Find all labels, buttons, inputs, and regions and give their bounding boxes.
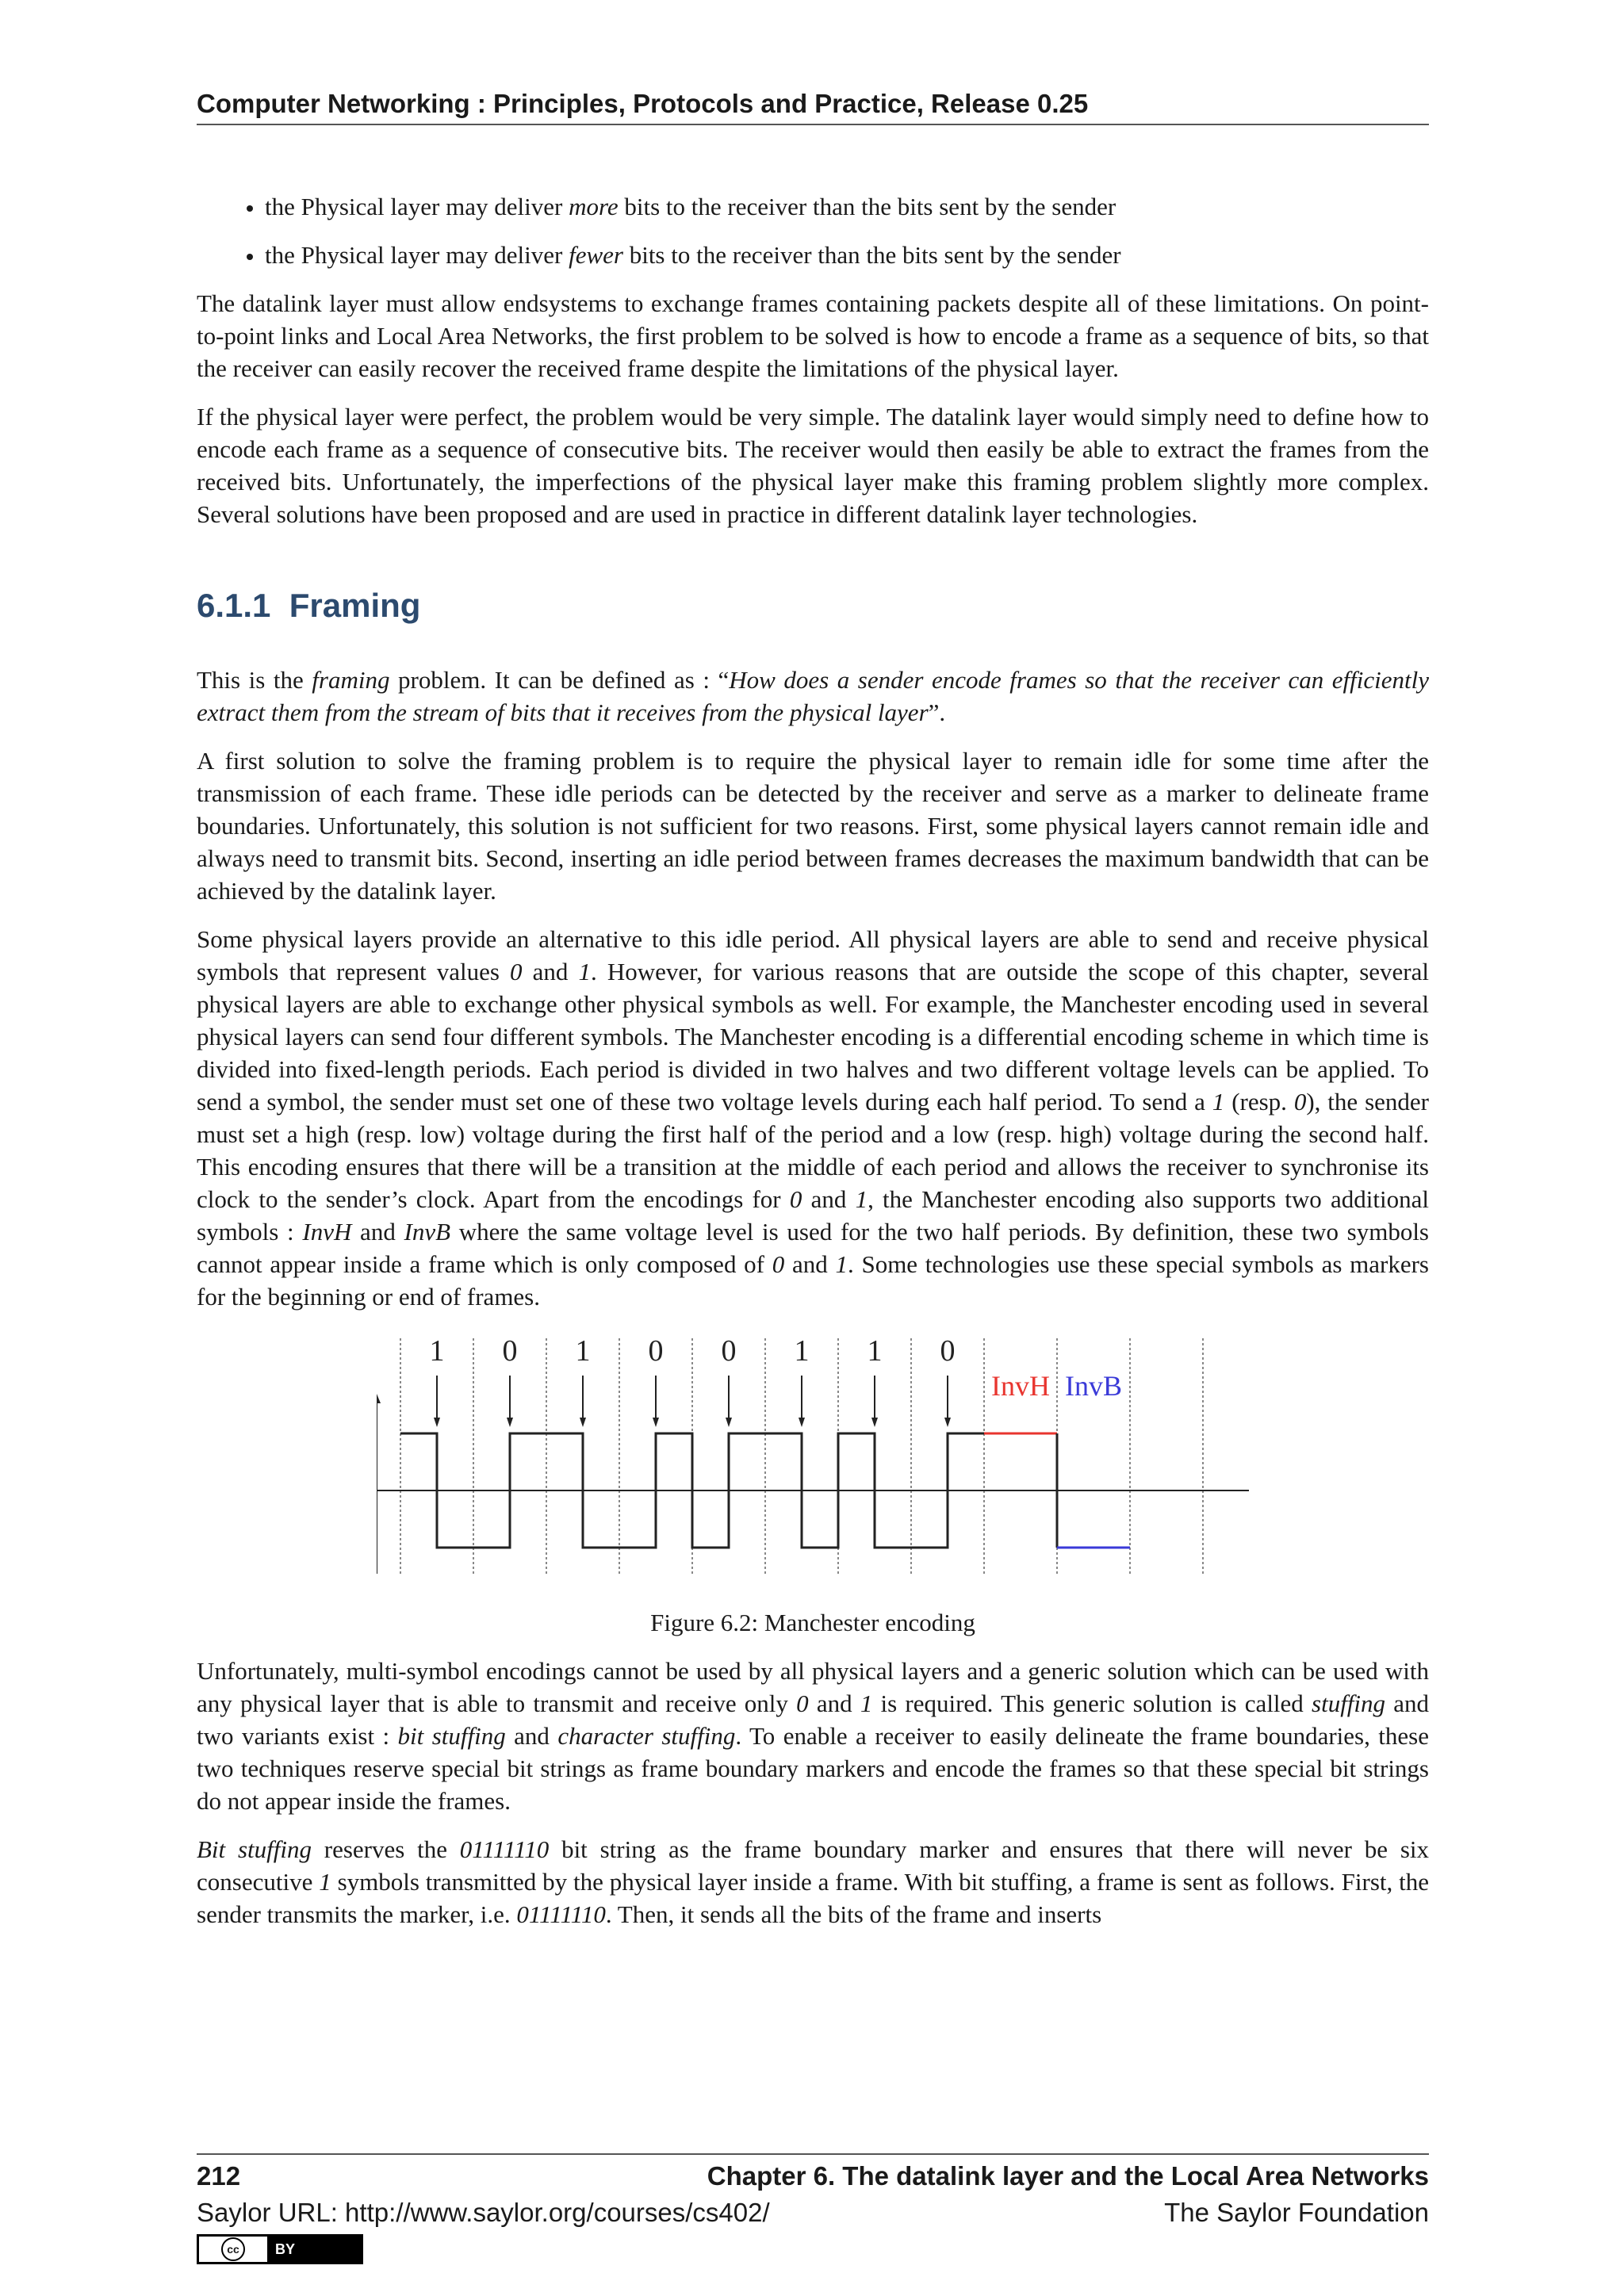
axis-arrowhead — [377, 1394, 381, 1403]
bit-label: 1 — [867, 1334, 883, 1368]
arrowhead — [944, 1418, 951, 1427]
saylor-foundation: The Saylor Foundation — [1164, 2198, 1429, 2227]
bit-label: 1 — [794, 1334, 810, 1368]
running-header — [197, 89, 1429, 125]
bit-label: 0 — [721, 1334, 737, 1368]
section-number: 6.1.1 — [197, 587, 271, 624]
bullet-list — [197, 190, 1429, 271]
chapter-title: Chapter 6. The datalink layer and the Local Area Networks — [707, 2161, 1429, 2191]
arrowhead — [507, 1418, 513, 1427]
paragraph-stuffing: Unfortunately, multi-symbol encodings cannot be used by all physical layers and a generic solution which can be used with any physical layer that is able to transmit and receive only 0 and 1 is required. This generic solution is called stuffing and two variants exist : bit stuffing and character stuffing. To enable a receiver to easily delineate the frame boundaries, these two techniques reserve special bit strings as frame boundary markers and encode the frames so that these special bit strings do not appear inside the frames. — [197, 1657, 1429, 1815]
section-heading — [197, 586, 1429, 626]
arrowhead — [799, 1418, 805, 1427]
arrowhead — [653, 1418, 659, 1427]
arrowhead — [871, 1418, 878, 1427]
invh-label: InvH — [991, 1370, 1050, 1402]
list-item: • the Physical layer may deliver fewer bits to the receiver than the bits sent by the sender — [265, 239, 1429, 271]
list-item: • the Physical layer may deliver more bits to the receiver than the bits sent by the sender — [265, 190, 1429, 223]
cc-icon: cc — [199, 2237, 267, 2262]
paragraph-limitations: The datalink layer must allow endsystems to exchange frames containing packets despite all of these limitations. On point-to-point links and Local Area Networks, the first problem to be solved is how to encode a frame as a sequence of bits, so that the receiver can easily recover the received frame despite the limitations of the physical layer. — [197, 289, 1429, 382]
invb-label: InvB — [1065, 1370, 1122, 1402]
cc-by-label: BY — [267, 2237, 361, 2262]
figure-caption: Figure 6.2: Manchester encoding — [650, 1609, 975, 1636]
footer-chapter-row — [197, 2161, 1429, 2191]
bit-label: 0 — [648, 1334, 664, 1368]
arrowhead — [580, 1418, 586, 1427]
header-title: Computer Networking : Principles, Protocols and Practice, Release 0.25 — [197, 89, 1089, 118]
page-body — [197, 190, 1429, 1946]
paragraph-bit-stuffing: Bit stuffing reserves the 01111110 bit string as the frame boundary marker and ensures that there will never be six consecutive 1 symbols transmitted by the physical layer inside a frame. With bit stuffing, a frame is sent as follows. First, the sender transmits the marker, i.e. 01111110. Then, it sends all the bits of the frame and inserts — [197, 1835, 1430, 1928]
cc-license-badge — [197, 2234, 363, 2264]
footer-source-row — [197, 2198, 1429, 2228]
manchester-diagram — [377, 1332, 1249, 1578]
page-footer — [197, 2153, 1429, 2264]
page-number: 212 — [197, 2161, 241, 2191]
paragraph-perfect-layer: If the physical layer were perfect, the problem would be very simple. The datalink layer would simply need to define how to encode each frame as a sequence of consecutive bits. The receiver would then easily be able to extract the frames from the received bits. Unfortunately, the imperfections of the physical layer make this framing problem slightly more complex. Several solutions have been proposed and are used in practice in different datalink layer technologies. — [197, 403, 1429, 528]
arrowhead — [434, 1418, 440, 1427]
paragraph-framing-definition: This is the framing problem. It can be defined as : “How does a sender encode frames so that the receiver can efficiently extract them from the stream of bits that it receives from the physical layer”. — [197, 666, 1429, 726]
section-title: Framing — [289, 587, 421, 624]
paragraph-idle-periods: A first solution to solve the framing problem is to require the physical layer to remain idle for some time after the transmission of each frame. These idle periods can be detected by the receiver and serve as a marker to delineate frame boundaries. Unfortunately, this solution is not sufficient for two reasons. First, some physical layers cannot remain idle and always need to transmit bits. Second, inserting an idle period between frames decreases the maximum bandwidth that can be achieved by the datalink layer. — [197, 747, 1429, 905]
bit-label: 1 — [429, 1334, 445, 1368]
paragraph-manchester: Some physical layers provide an alternative to this idle period. All physical layers are able to send and receive physical symbols that represent values 0 and 1. However, for various reasons that are outside the scope of this chapter, several physical layers are able to exchange other physical symbols as well. For example, the Manchester encoding used in several physical layers can send four different symbols. The Manchester encoding is a differential encoding scheme in which time is divided into fixed-length periods. Each period is divided in two halves and two different voltage levels can be applied. To send a symbol, the sender must set one of these two voltage levels during each half period. To send a 1 (resp. 0), the sender must set a high (resp. low) voltage during the first half of the period and a low (resp. high) voltage during the second half. This encoding ensures that there will be a transition at the middle of each period and allows the receiver to synchronise its clock to the sender’s clock. Apart from the encodings for 0 and 1, the Manchester encoding also supports two additional symbols : InvH and InvB where the same voltage level is used for the two half periods. By definition, these two symbols cannot appear inside a frame which is only composed of 0 and 1. Some technologies use these special symbols as markers for the beginning or end of frames. — [197, 925, 1430, 1311]
bit-label: 0 — [940, 1334, 956, 1368]
bit-label: 0 — [502, 1334, 518, 1368]
saylor-url: Saylor URL: http://www.saylor.org/courses/cs402/ — [197, 2198, 770, 2227]
bit-label: 1 — [575, 1334, 591, 1368]
manchester-figure — [197, 1332, 1429, 1639]
arrowhead — [726, 1418, 732, 1427]
